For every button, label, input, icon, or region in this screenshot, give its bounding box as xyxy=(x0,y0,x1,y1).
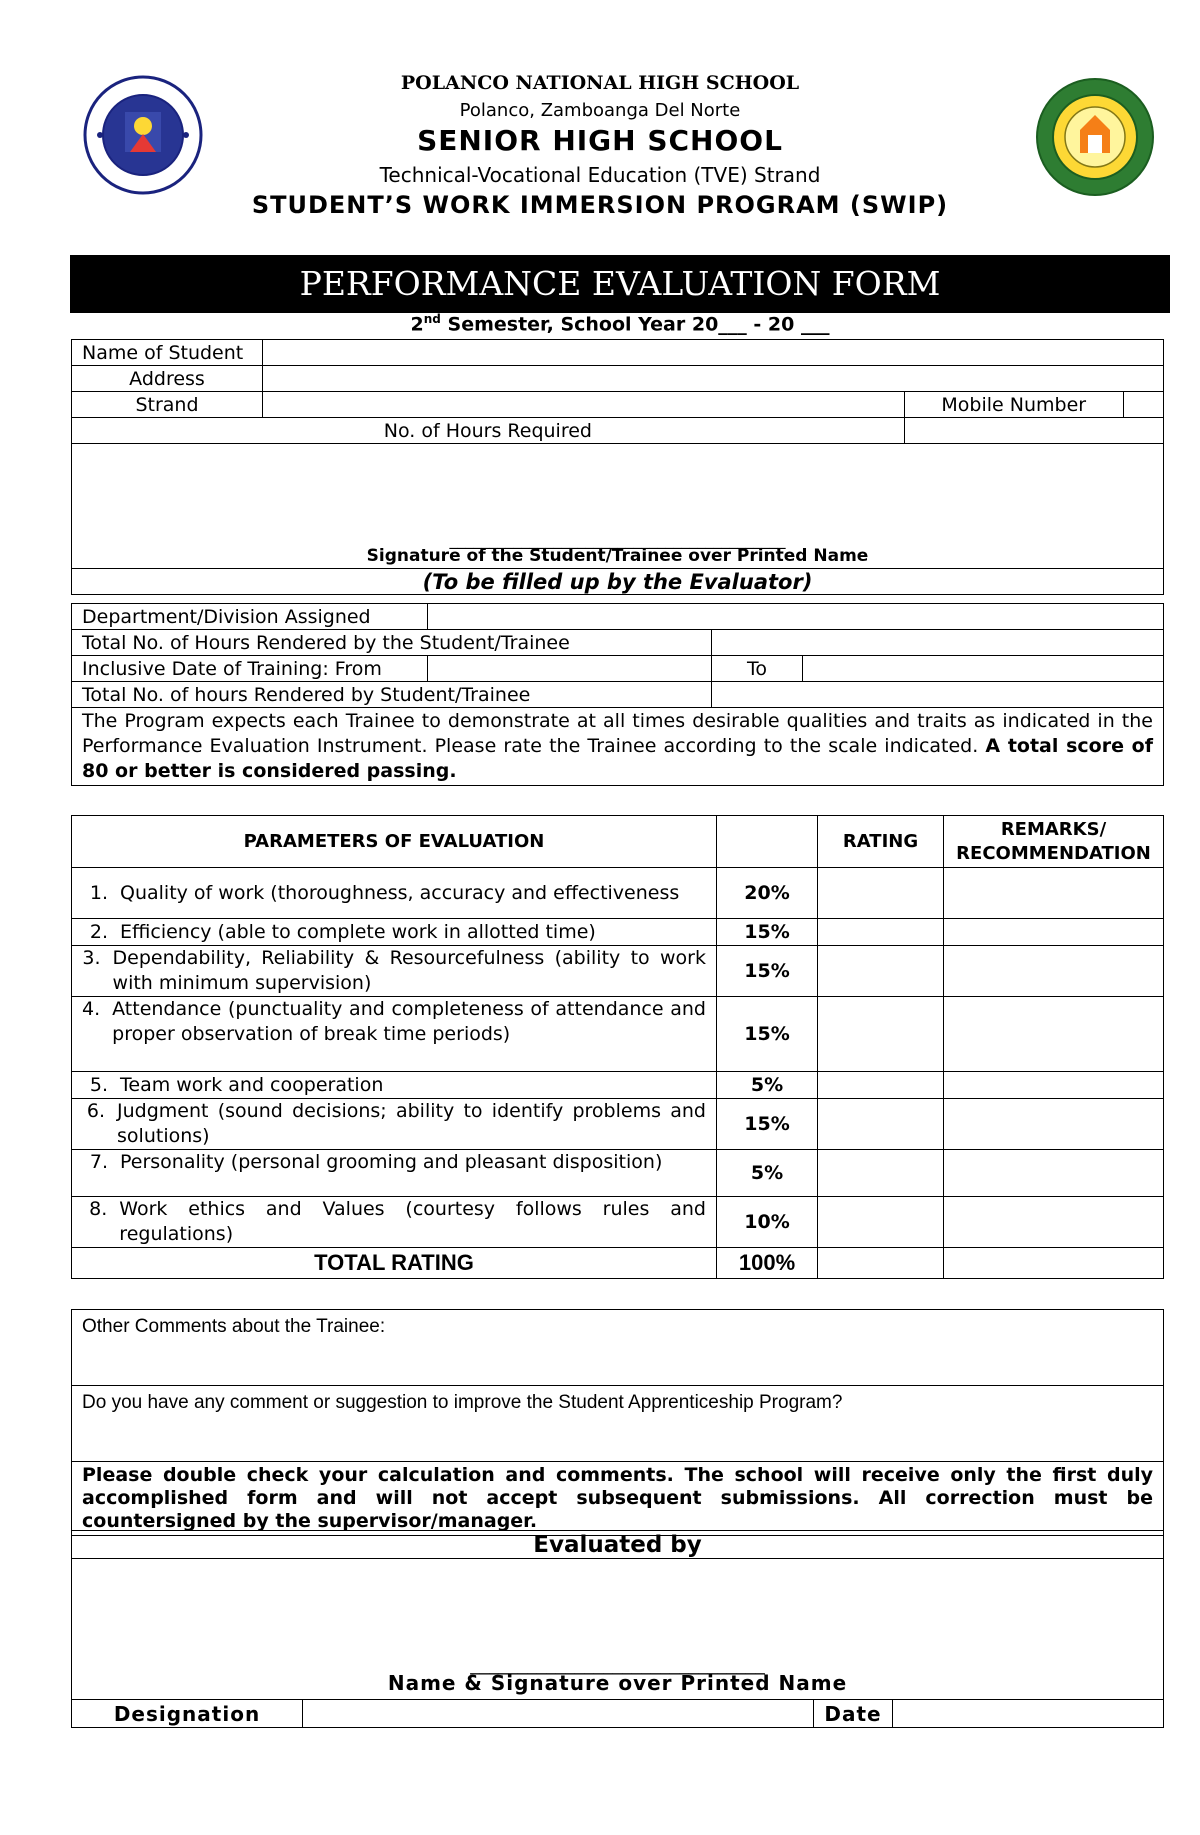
school-location: Polanco, Zamboanga Del Norte xyxy=(459,100,741,121)
semester-number: 2 xyxy=(410,313,424,336)
date-label: Date xyxy=(814,1700,893,1728)
submission-notice: Please double check your calculation and comments. The school will receive only the first duly accomplished form and will not accept subsequent submissions. All correction must be countersigned by the supervisor/manager. xyxy=(72,1462,1164,1536)
remarks-field[interactable] xyxy=(944,1197,1164,1248)
evaluator-signature-label: Name & Signature over Printed Name xyxy=(387,1671,848,1695)
hours-required-field[interactable] xyxy=(904,418,1163,444)
hours-required-label: No. of Hours Required xyxy=(72,418,905,444)
evaluator-table xyxy=(71,603,1164,786)
parameter-cell xyxy=(72,1072,717,1099)
remarks-header: REMARKS/ RECOMMENDATION xyxy=(944,816,1164,868)
semester-suffix: nd xyxy=(423,312,441,326)
hours-rendered-field[interactable] xyxy=(712,630,1164,656)
evaluator-heading: (To be filled up by the Evaluator) xyxy=(72,569,1164,595)
total-rating-field[interactable] xyxy=(818,1248,944,1279)
rating-field[interactable] xyxy=(818,868,944,919)
parameter-cell xyxy=(72,919,717,946)
parameter-text: Team work and cooperation xyxy=(120,1073,384,1096)
student-signature-label: Signature of the Student/Trainee over Printed Name xyxy=(366,546,869,566)
suggestion-label: Do you have any comment or suggestion to improve the Student Apprenticeship Program? xyxy=(82,1392,843,1413)
mobile-label: Mobile Number xyxy=(904,392,1123,418)
department-field[interactable] xyxy=(428,604,1164,630)
student-info-table xyxy=(71,339,1164,595)
rating-field[interactable] xyxy=(818,1197,944,1248)
evaluator-signature-line: _______________________________ xyxy=(470,1653,765,1675)
total-remarks-field[interactable] xyxy=(944,1248,1164,1279)
department-label: Department/Division Assigned xyxy=(72,604,428,630)
rating-header: RATING xyxy=(818,816,944,868)
parameter-cell xyxy=(72,946,717,997)
parameter-number: 1. xyxy=(89,881,108,904)
parameter-text: Personality (personal grooming and pleasant disposition) xyxy=(120,1151,663,1173)
evaluated-by-table xyxy=(71,1530,1164,1728)
date-to-field[interactable] xyxy=(803,656,1164,682)
parameter-weight: 5% xyxy=(717,1072,818,1099)
parameters-header: PARAMETERS OF EVALUATION xyxy=(72,816,717,868)
remarks-field[interactable] xyxy=(944,946,1164,997)
semester-line xyxy=(70,312,1170,335)
rating-field[interactable] xyxy=(818,1099,944,1150)
parameter-cell xyxy=(72,1099,717,1150)
hours-rendered-label: Total No. of Hours Rendered by the Student/Trainee xyxy=(72,630,712,656)
date-from-field[interactable] xyxy=(428,656,712,682)
evaluated-by-heading: Evaluated by xyxy=(72,1531,1164,1559)
parameter-row xyxy=(72,997,1164,1072)
parameter-row xyxy=(72,868,1164,919)
rating-field[interactable] xyxy=(818,919,944,946)
remarks-field[interactable] xyxy=(944,1072,1164,1099)
strand-field[interactable] xyxy=(263,392,905,418)
remarks-field[interactable] xyxy=(944,868,1164,919)
parameter-row xyxy=(72,1072,1164,1099)
date-field[interactable] xyxy=(893,1700,1164,1728)
passing-note: A total score of 80 or better is considered passing. xyxy=(82,735,1153,782)
parameter-weight: 15% xyxy=(717,997,818,1072)
parameter-text: Attendance (punctuality and completeness of attendance and proper observation of break time periods) xyxy=(112,998,706,1045)
parameter-text: Efficiency (able to complete work in allotted time) xyxy=(120,920,596,943)
designation-label: Designation xyxy=(72,1700,303,1728)
parameter-cell xyxy=(72,868,717,919)
hours-rendered2-field[interactable] xyxy=(712,682,1164,708)
student-signature-box[interactable] xyxy=(72,444,1164,569)
parameter-text: Quality of work (thoroughness, accuracy and effectiveness xyxy=(120,881,680,904)
hours-rendered2-label: Total No. of hours Rendered by Student/Trainee xyxy=(72,682,712,708)
parameter-row xyxy=(72,946,1164,997)
school-level: SENIOR HIGH SCHOOL xyxy=(417,124,783,157)
evaluation-instructions xyxy=(72,708,1164,786)
parameter-row xyxy=(72,1197,1164,1248)
instructions-text: The Program expects each Trainee to demonstrate at all times desirable qualities and traits as indicated in the Performance Evaluation Instrument. Please rate the Trainee according to the scale indicated. xyxy=(82,710,1153,757)
parameter-text: Judgment (sound decisions; ability to identify problems and solutions) xyxy=(117,1100,706,1147)
remarks-field[interactable] xyxy=(944,1099,1164,1150)
parameter-row xyxy=(72,919,1164,946)
parameter-row xyxy=(72,1150,1164,1197)
total-weight: 100% xyxy=(717,1248,818,1279)
parameters-table xyxy=(71,815,1164,1279)
total-rating-label: TOTAL RATING xyxy=(72,1248,717,1279)
school-name: POLANCO NATIONAL HIGH SCHOOL xyxy=(400,72,800,94)
parameter-number: 6. xyxy=(86,1100,106,1122)
parameter-number: 8. xyxy=(89,1198,108,1220)
parameter-row xyxy=(72,1099,1164,1150)
parameter-text: Dependability, Reliability & Resourcefulness (ability to work with minimum supervision) xyxy=(112,947,706,994)
parameter-weight: 15% xyxy=(717,946,818,997)
remarks-field[interactable] xyxy=(944,1150,1164,1197)
parameter-number: 7. xyxy=(89,1151,108,1173)
name-field[interactable] xyxy=(263,340,1164,366)
remarks-field[interactable] xyxy=(944,997,1164,1072)
parameter-cell xyxy=(72,1150,717,1197)
mobile-field[interactable] xyxy=(1123,392,1163,418)
parameter-weight: 15% xyxy=(717,919,818,946)
designation-field[interactable] xyxy=(303,1700,814,1728)
parameter-weight: 20% xyxy=(717,868,818,919)
address-label: Address xyxy=(72,366,263,392)
rating-field[interactable] xyxy=(818,1150,944,1197)
inclusive-date-label: Inclusive Date of Training: From xyxy=(72,656,428,682)
rating-field[interactable] xyxy=(818,946,944,997)
student-signature-line: __________________________________________ xyxy=(449,530,786,549)
strand-name: Technical-Vocational Education (TVE) Strand xyxy=(379,163,821,187)
address-field[interactable] xyxy=(263,366,1164,392)
parameter-number: 4. xyxy=(82,998,101,1020)
parameter-cell xyxy=(72,1197,717,1248)
to-label: To xyxy=(712,656,803,682)
rating-field[interactable] xyxy=(818,997,944,1072)
remarks-field[interactable] xyxy=(944,919,1164,946)
parameter-weight: 15% xyxy=(717,1099,818,1150)
program-name: STUDENT’S WORK IMMERSION PROGRAM (SWIP) xyxy=(251,191,949,219)
semester-text: Semester, School Year 20___ - 20 ___ xyxy=(440,313,830,336)
parameter-number: 2. xyxy=(89,920,108,943)
comments-table xyxy=(71,1309,1164,1536)
parameter-number: 5. xyxy=(89,1073,108,1096)
other-comments-field[interactable] xyxy=(72,1310,1164,1386)
rating-field[interactable] xyxy=(818,1072,944,1099)
parameter-text: Work ethics and Values (courtesy follows rules and regulations) xyxy=(119,1198,706,1245)
form-title: PERFORMANCE EVALUATION FORM xyxy=(70,255,1170,313)
parameter-weight: 10% xyxy=(717,1197,818,1248)
name-label: Name of Student xyxy=(72,340,263,366)
suggestion-field[interactable] xyxy=(72,1386,1164,1462)
strand-label: Strand xyxy=(72,392,263,418)
evaluator-signature-box[interactable] xyxy=(72,1559,1164,1700)
other-comments-label: Other Comments about the Trainee: xyxy=(82,1316,386,1337)
weight-header xyxy=(717,816,818,868)
parameter-number: 3. xyxy=(82,947,101,969)
parameter-cell xyxy=(72,997,717,1072)
parameter-weight: 5% xyxy=(717,1150,818,1197)
